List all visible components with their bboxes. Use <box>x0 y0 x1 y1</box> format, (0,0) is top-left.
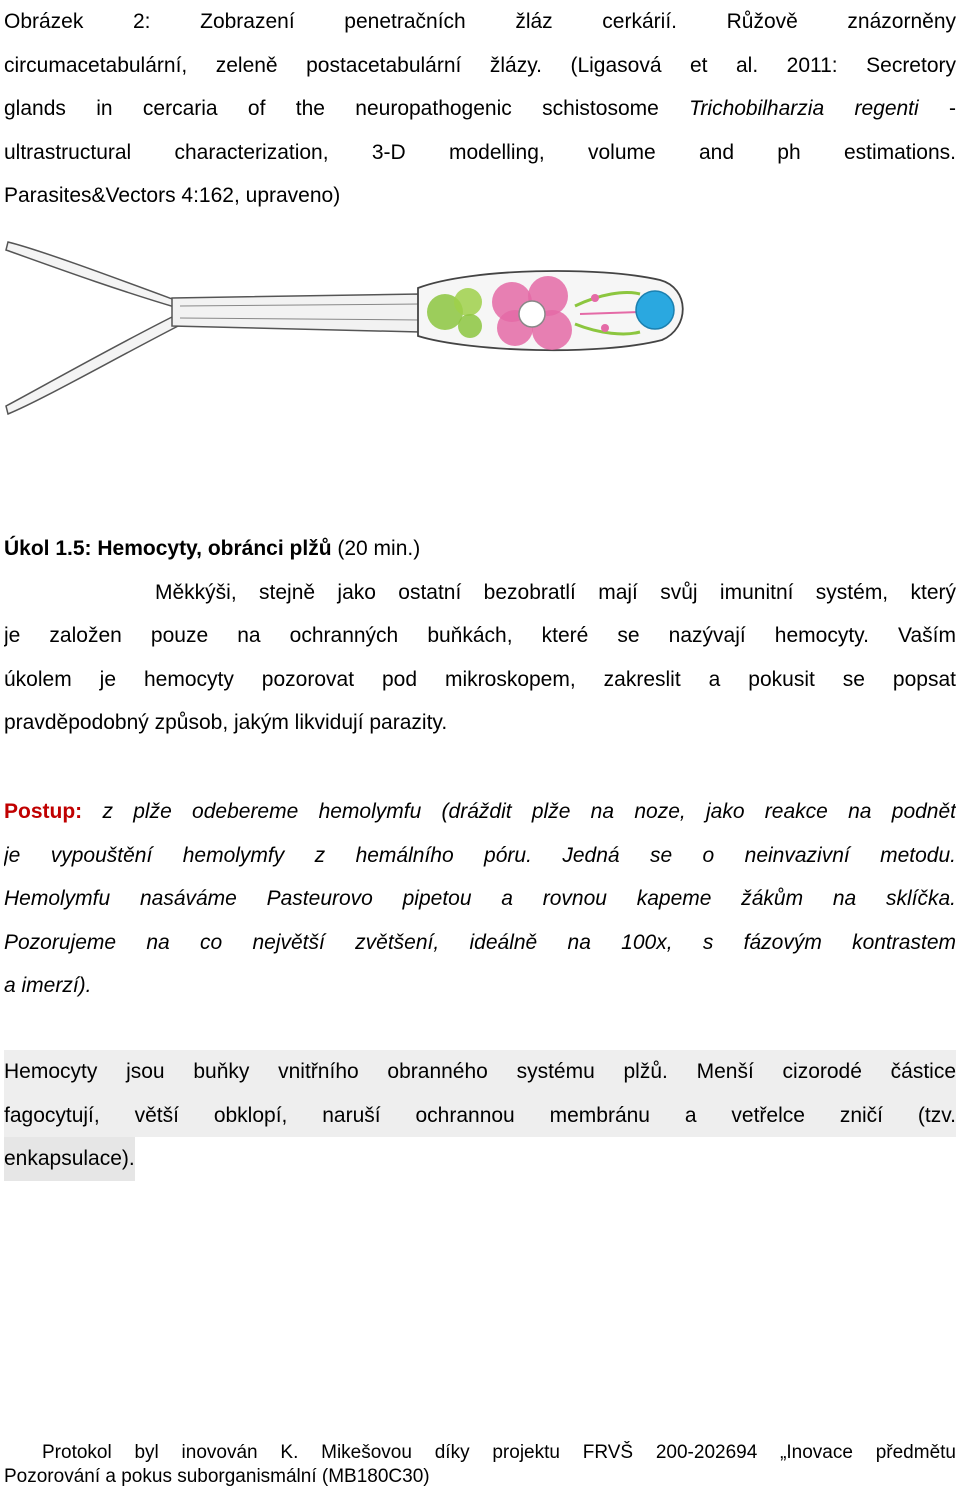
task-p1-line-4: pravděpodobný způsob, jakým likvidují parazity. <box>4 711 448 734</box>
figure-caption <box>4 0 956 218</box>
info-line-2: fagocytují, větší obklopí, naruší ochrannou membránu a vetřelce zničí (tzv. <box>4 1094 956 1138</box>
procedure-line-1 <box>4 790 956 834</box>
procedure-label: Postup: <box>4 800 83 823</box>
procedure-line-1-text: z plže odebereme hemolymfu (dráždit plže na noze, jako reakce na podnět <box>82 800 956 823</box>
green-gland-2 <box>454 288 482 316</box>
procedure-line-5: a imerzí). <box>4 974 92 997</box>
task-heading-time: (20 min.) <box>331 537 421 560</box>
task-p1-line-1: Měkkýši, stejně jako ostatní bezobratlí mají svůj imunitní systém, který <box>155 580 956 604</box>
info-section <box>4 1050 956 1181</box>
info-line-1: Hemocyty jsou buňky vnitřního obranného systému plžů. Menší cizorodé částice <box>4 1050 956 1094</box>
cercaria-illustration <box>0 228 700 428</box>
tail-stem <box>172 294 420 332</box>
species-name: Trichobilharzia regenti <box>689 97 919 120</box>
info-line-3-text: enkapsulace). <box>4 1137 135 1181</box>
tail-fork-upper <box>6 242 178 308</box>
task-p1-line-3: úkolem je hemocyty pozorovat pod mikroskopem, zakreslit a pokusit se popsat <box>4 667 956 691</box>
tail-fork-lower <box>6 314 182 414</box>
procedure-line-4: Pozorujeme na co největší zvětšení, ideálně na 100x, s fázovým kontrastem <box>4 930 956 954</box>
caption-line-4: ultrastructural characterization, 3-D modelling, volume and ph estimations. <box>4 140 956 164</box>
green-gland-3 <box>458 314 482 338</box>
procedure-line-2: je vypouštění hemolymfy z hemálního póru. Jedná se o neinvazivní metodu. <box>4 843 956 867</box>
caption-line-2: circumacetabulární, zeleně postacetabulární žlázy. (Ligasová et al. 2011: Secretory <box>4 53 956 77</box>
caption-line-5: Parasites&Vectors 4:162, upraveno) <box>4 184 341 207</box>
task-heading-bold: Úkol 1.5: Hemocyty, obránci plžů <box>4 537 332 560</box>
task-p1-line-2: je založen pouze na ochranných buňkách, které se nazývají hemocyty. Vaším <box>4 624 956 647</box>
task-heading <box>4 527 956 571</box>
acetabulum <box>519 301 545 327</box>
info-line-3 <box>4 1137 956 1181</box>
procedure-line-3: Hemolymfu nasáváme Pasteurovo pipetou a rovnou kapeme žákům na sklíčka. <box>4 887 956 910</box>
head-organ-blue <box>636 291 674 329</box>
page-footer <box>4 1441 956 1489</box>
caption-line-1: Obrázek 2: Zobrazení penetračních žláz cerkárií. Růžově znázorněny <box>4 10 956 33</box>
caption-line-3-end: - <box>918 97 956 120</box>
procedure-section <box>4 790 956 1008</box>
footer-line-2: Pozorování a pokus suborganismální (MB180C30) <box>4 1466 430 1487</box>
caption-line-3-text: glands in cercaria of the neuropathogenic schistosome <box>4 97 690 120</box>
footer-line-1: Protokol byl inovován K. Mikešovou díky projektu FRVŠ 200-202694 „Inovace předmětu <box>42 1442 956 1463</box>
caption-line-3 <box>4 87 956 131</box>
task-section <box>4 527 956 745</box>
